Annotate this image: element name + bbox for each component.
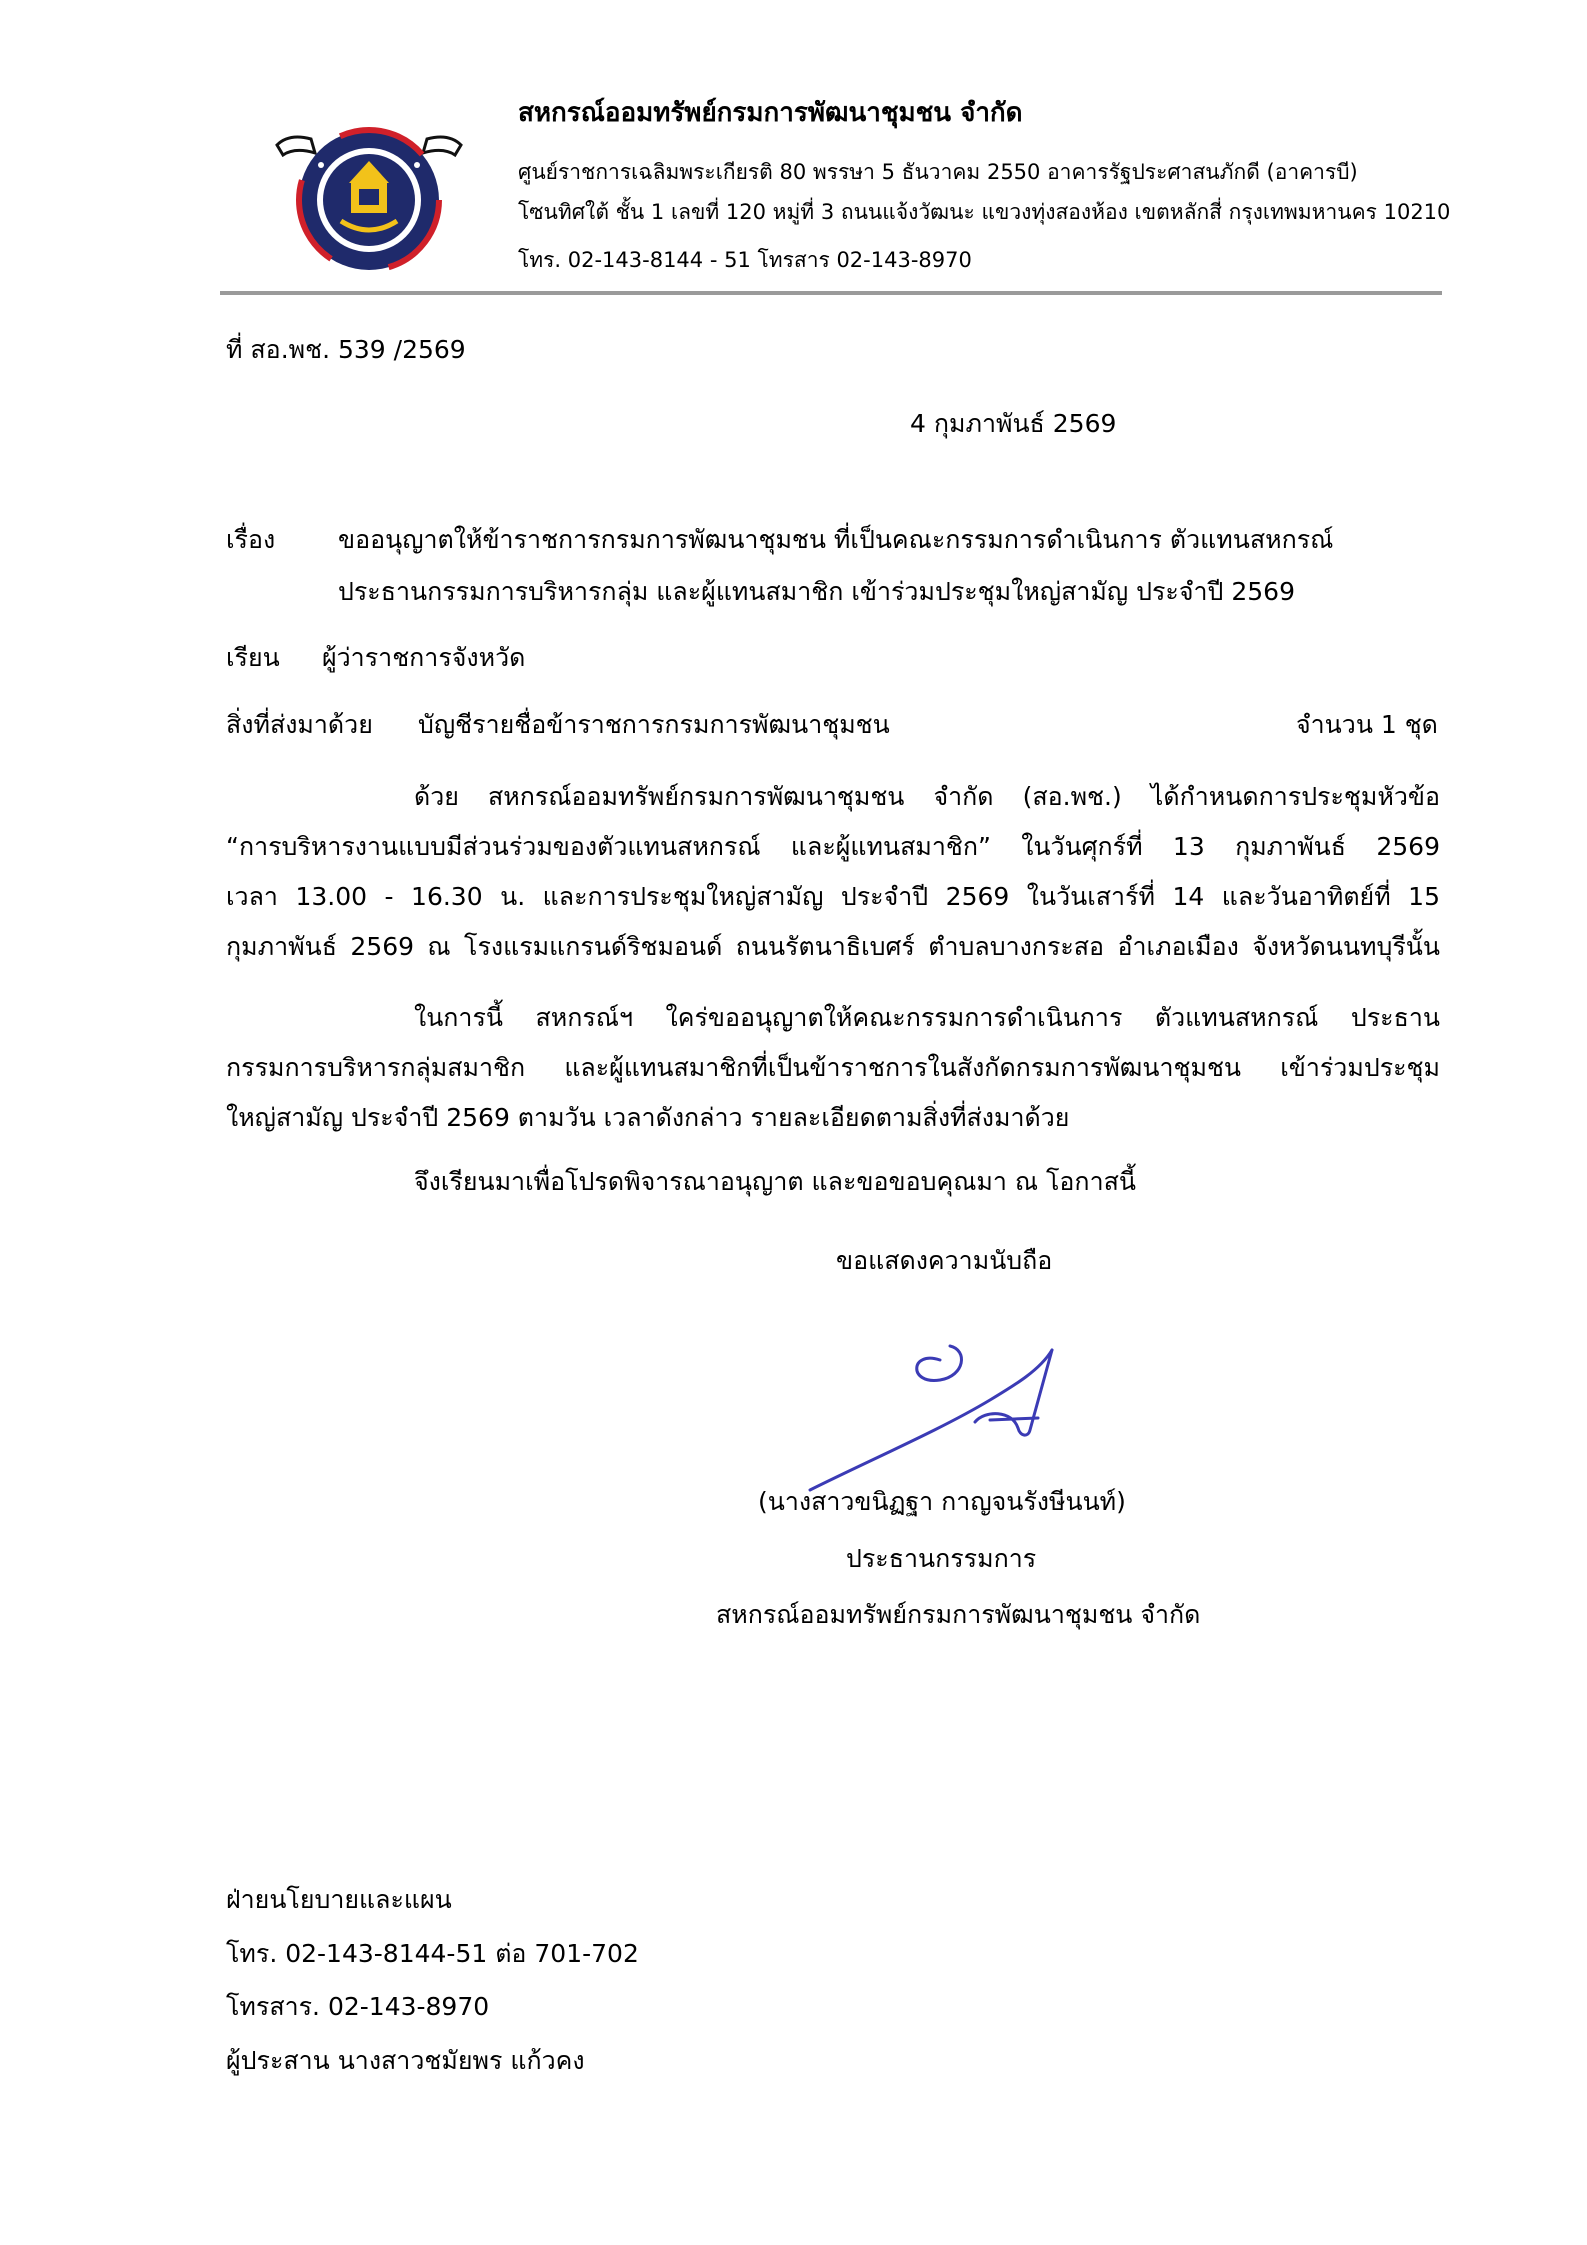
paragraph-line: ใหญ่สามัญ ประจำปี 2569 ตามวัน เวลาดังกล่าว รายละเอียดตามสิ่งที่ส่งมาด้วย <box>226 1103 1070 1132</box>
paragraph-line: ในการนี้ สหกรณ์ฯ ใคร่ขออนุญาตให้คณะกรรมการดำเนินการ ตัวแทนสหกรณ์ ประธาน <box>414 1003 1440 1032</box>
signer-name: (นางสาวขนิฏฐา กาญจนรังษีนนท์) <box>758 1487 1126 1516</box>
contact-line: โทร. 02-143-8144 - 51 โทรสาร 02-143-8970 <box>518 248 972 272</box>
paragraph-line: “การบริหารงานแบบมีส่วนร่วมของตัวแทนสหกรณ์ และผู้แทนสมาชิก” ในวันศุกร์ที่ 13 กุมภาพันธ์ 2569 <box>226 832 1440 861</box>
body-paragraph-1 <box>226 772 1440 972</box>
subject-line-2: ประธานกรรมการบริหารกลุ่ม และผู้แทนสมาชิก เข้าร่วมประชุมใหญ่สามัญ ประจำปี 2569 <box>338 577 1295 606</box>
closing: ขอแสดงความนับถือ <box>836 1246 1053 1275</box>
subject-label: เรื่อง <box>226 525 276 554</box>
header-divider <box>220 291 1442 295</box>
footer-coordinator: ผู้ประสาน นางสาวชมัยพร แก้วคง <box>226 2046 585 2075</box>
footer-fax: โทรสาร. 02-143-8970 <box>226 1992 490 2021</box>
subject-line-1: ขออนุญาตให้ข้าราชการกรมการพัฒนาชุมชน ที่เป็นคณะกรรมการดำเนินการ ตัวแทนสหกรณ์ <box>338 525 1334 554</box>
reference-number: ที่ สอ.พช. 539 /2569 <box>226 335 466 364</box>
letter-date: 4 กุมภาพันธ์ 2569 <box>910 409 1117 438</box>
paragraph-line: ด้วย สหกรณ์ออมทรัพย์กรมการพัฒนาชุมชน จำกัด (สอ.พช.) ได้กำหนดการประชุมหัวข้อ <box>414 782 1440 811</box>
enclosure-item: บัญชีรายชื่อข้าราชการกรมการพัฒนาชุมชน <box>418 710 890 739</box>
handwritten-signature <box>790 1310 1080 1500</box>
org-name: สหกรณ์ออมทรัพย์กรมการพัฒนาชุมชน จำกัด <box>518 98 1023 128</box>
address-line-1: ศูนย์ราชการเฉลิมพระเกียรติ 80 พรรษา 5 ธันวาคม 2550 อาคารรัฐประศาสนภักดี (อาคารบี) <box>518 160 1358 184</box>
footer-department: ฝ่ายนโยบายและแผน <box>226 1885 452 1914</box>
enclosure-label: สิ่งที่ส่งมาด้วย <box>226 710 373 739</box>
paragraph-line: กรรมการบริหารกลุ่มสมาชิก และผู้แทนสมาชิกที่เป็นข้าราชการในสังกัดกรมการพัฒนาชุมชน เข้าร่วมประชุม <box>226 1053 1440 1082</box>
paragraph-line: เวลา 13.00 - 16.30 น. และการประชุมใหญ่สามัญ ประจำปี 2569 ในวันเสาร์ที่ 14 และวันอาทิตย์ที่ 15 <box>226 882 1440 911</box>
signer-title: ประธานกรรมการ <box>846 1544 1037 1573</box>
addressee: ผู้ว่าราชการจังหวัด <box>322 643 526 672</box>
body-paragraph-3: จึงเรียนมาเพื่อโปรดพิจารณาอนุญาต และขอขอบคุณมา ณ โอกาสนี้ <box>414 1167 1136 1196</box>
cooperative-logo <box>271 125 467 275</box>
address-line-2: โซนทิศใต้ ชั้น 1 เลขที่ 120 หมู่ที่ 3 ถนนแจ้งวัฒนะ แขวงทุ่งสองห้อง เขตหลักสี่ กรุงเทพมหานคร 10210 <box>518 200 1451 224</box>
enclosure-quantity: จำนวน 1 ชุด <box>1296 710 1438 739</box>
body-paragraph-2 <box>226 993 1440 1143</box>
footer-phone: โทร. 02-143-8144-51 ต่อ 701-702 <box>226 1939 639 1968</box>
paragraph-line: กุมภาพันธ์ 2569 ณ โรงแรมแกรนด์ริชมอนด์ ถนนรัตนาธิเบศร์ ตำบลบางกระสอ อำเภอเมือง จังหวัดนนทบุรีนั้น <box>226 932 1440 961</box>
signer-organization: สหกรณ์ออมทรัพย์กรมการพัฒนาชุมชน จำกัด <box>716 1600 1201 1629</box>
to-label: เรียน <box>226 643 280 672</box>
